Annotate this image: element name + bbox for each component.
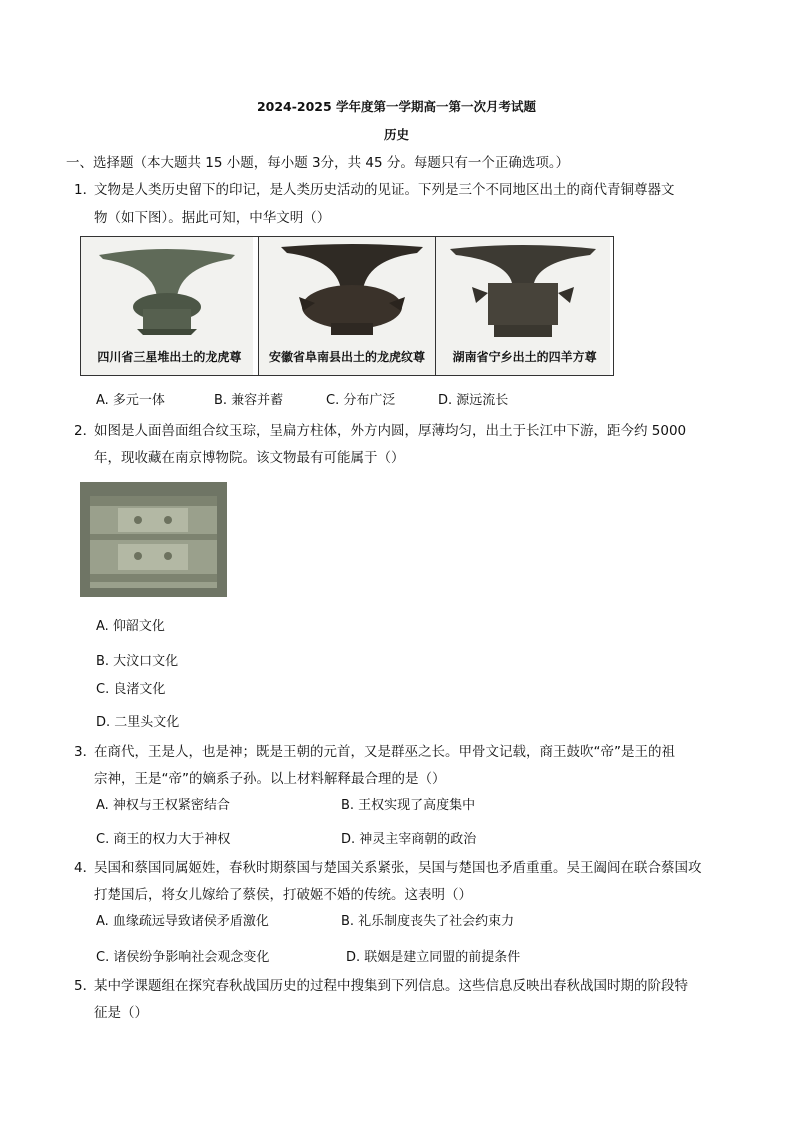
figure-panel-ningxiang <box>436 237 613 375</box>
figure-panel-funan <box>259 237 437 375</box>
question-number: 2． <box>74 423 97 439</box>
question-5-line-2: 征是（） <box>94 1005 148 1021</box>
question-1-option-c[interactable]: C. 分布广泛 <box>326 393 396 408</box>
exam-title: 2024-2025 学年度第一学期高一第一次月考试题 <box>256 99 537 114</box>
question-2-line-1: 如图是人面兽面组合纹玉琮，呈扁方柱体，外方内圆，厚薄均匀，出土于长江中下游，距今约 5000 <box>94 423 687 439</box>
question-3-option-d[interactable]: D. 神灵主宰商朝的政治 <box>341 832 477 847</box>
question-number: 4． <box>74 860 97 876</box>
question-3-line-2: 宗神，王是“帝”的嫡系子孙。以上材料解释最合理的是（） <box>94 771 446 787</box>
question-4-line-2: 打楚国后，将女儿嫁给了蔡侯，打破姬不婚的传统。这表明（） <box>94 887 472 903</box>
question-4-option-b[interactable]: B. 礼乐制度丧失了社会约束力 <box>341 914 515 929</box>
question-3-option-a[interactable]: A. 神权与王权紧密结合 <box>96 798 230 813</box>
question-2-line-2: 年，现收藏在南京博物院。该文物最有可能属于（） <box>94 450 405 466</box>
question-5-line-1: 某中学课题组在探究春秋战国历史的过程中搜集到下列信息。这些信息反映出春秋战国时期的阶段特 <box>94 978 688 994</box>
question-2-option-a[interactable]: A. 仰韶文化 <box>96 619 165 634</box>
question-2-option-d[interactable]: D. 二里头文化 <box>96 715 180 730</box>
question-4-option-c[interactable]: C. 诸侯纷争影响社会观念变化 <box>96 950 270 965</box>
question-number: 3． <box>74 744 97 760</box>
jade-cong-image <box>80 482 227 597</box>
question-2-option-c[interactable]: C. 良渚文化 <box>96 682 166 697</box>
question-3-option-c[interactable]: C. 商王的权力大于神权 <box>96 832 231 847</box>
figure-panel-sanxingdui <box>81 237 259 375</box>
bronze-vessels-figure <box>80 236 614 376</box>
question-3-line-1: 在商代，王是人，也是神；既是王朝的元首，又是群巫之长。甲骨文记载，商王鼓吹“帝”是王的祖 <box>94 744 675 760</box>
question-1-option-b[interactable]: B. 兼容并蓄 <box>214 393 284 408</box>
question-number: 5． <box>74 978 97 994</box>
figure-caption-3: 湖南省宁乡出土的四羊方尊 <box>452 350 597 364</box>
question-4-line-1: 吴国和蔡国同属姬姓，春秋时期蔡国与楚国关系紧张，吴国与楚国也矛盾重重。吴王阖闾在联合蔡国攻 <box>94 860 702 876</box>
question-4-option-d[interactable]: D. 联姻是建立同盟的前提条件 <box>346 950 521 965</box>
figure-caption-1: 四川省三星堆出土的龙虎尊 <box>97 350 242 364</box>
subject-title: 历史 <box>383 127 409 142</box>
question-1-option-d[interactable]: D. 源远流长 <box>438 393 509 408</box>
question-1-line-1: 文物是人类历史留下的印记，是人类历史活动的见证。下列是三个不同地区出土的商代青铜尊器文 <box>94 182 675 198</box>
question-2-option-b[interactable]: B. 大汶口文化 <box>96 654 179 669</box>
section-heading: 一、选择题（本大题共 15 小题，每小题 3分，共 45 分。每题只有一个正确选项。） <box>66 155 570 171</box>
figure-caption-2: 安徽省阜南县出土的龙虎纹尊 <box>269 350 426 364</box>
question-1-line-2: 物（如下图）。据此可知，中华文明（） <box>94 210 331 226</box>
question-3-option-b[interactable]: B. 王权实现了高度集中 <box>341 798 476 813</box>
question-number: 1． <box>74 182 97 198</box>
question-4-option-a[interactable]: A. 血缘疏远导致诸侯矛盾激化 <box>96 914 269 929</box>
question-1-option-a[interactable]: A. 多元一体 <box>96 393 165 408</box>
